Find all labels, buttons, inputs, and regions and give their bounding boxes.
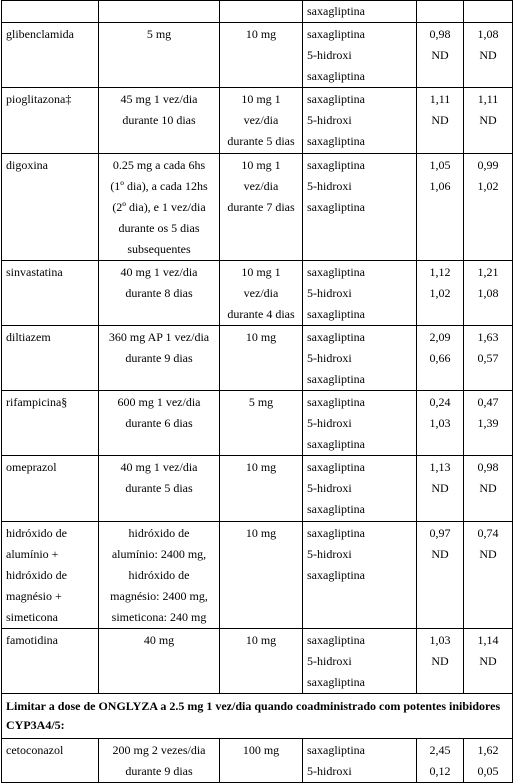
cell-dose-text: durante 5 dias bbox=[125, 481, 193, 495]
cell-dose-text: hidróxido de bbox=[128, 568, 190, 582]
cell-saxa-dose-text: 10 mg bbox=[245, 526, 277, 540]
cell-cmax bbox=[464, 261, 513, 326]
cell-analyte bbox=[303, 1, 417, 23]
cell-cmax bbox=[464, 88, 513, 154]
cell-auc-text: 1,05 bbox=[429, 158, 451, 172]
cell-saxa-dose bbox=[220, 23, 303, 88]
cell-saxa-dose bbox=[220, 1, 303, 23]
cell-dose-text: durante 8 dias bbox=[125, 286, 193, 300]
cell-drug-text: simeticona bbox=[6, 610, 58, 624]
cell-analyte-text: saxagliptina bbox=[307, 633, 365, 647]
cell-analyte-text: saxagliptina bbox=[307, 743, 365, 757]
cell-analyte bbox=[303, 739, 417, 783]
cell-analyte-text: 5-hidroxi bbox=[307, 113, 352, 127]
cell-analyte bbox=[303, 261, 417, 326]
cell-drug bbox=[2, 629, 99, 694]
cell-analyte-text: saxagliptina bbox=[307, 69, 365, 83]
cell-dose-text: hidróxido de bbox=[128, 526, 190, 540]
table-row bbox=[2, 261, 513, 326]
cell-saxa-dose-text: 10 mg bbox=[245, 460, 277, 474]
cell-auc-text: 0,24 bbox=[429, 395, 451, 409]
table-row bbox=[2, 522, 513, 629]
cell-saxa-dose bbox=[220, 154, 303, 261]
cell-saxa-dose-text: vez/dia bbox=[243, 113, 279, 127]
cell-drug-text: alumínio + bbox=[6, 547, 59, 561]
cell-auc-text: 0,12 bbox=[429, 764, 451, 778]
cell-auc bbox=[417, 739, 464, 783]
cell-auc-text: 1,11 bbox=[429, 92, 451, 106]
cell-auc-text: ND bbox=[431, 654, 449, 668]
cell-cmax-text: ND bbox=[479, 48, 497, 62]
cell-auc-text: 1,03 bbox=[429, 633, 451, 647]
cell-drug bbox=[2, 88, 99, 154]
cell-saxa-dose-text: 10 mg bbox=[245, 633, 277, 647]
cell-cmax-text: 1,21 bbox=[477, 265, 499, 279]
cell-cmax bbox=[464, 154, 513, 261]
cell-dose bbox=[99, 1, 220, 23]
analyte-text: saxagliptina bbox=[307, 4, 365, 18]
cell-analyte-text: saxagliptina bbox=[307, 134, 365, 148]
cell-analyte-text: saxagliptina bbox=[307, 460, 365, 474]
cell-auc-text: 1,13 bbox=[429, 460, 451, 474]
cell-dose bbox=[99, 522, 220, 629]
cell-dose-text: 40 mg 1 vez/dia bbox=[120, 265, 198, 279]
cell-dose-text: 40 mg 1 vez/dia bbox=[120, 460, 198, 474]
cell-analyte-text: saxagliptina bbox=[307, 158, 365, 172]
table-row bbox=[2, 391, 513, 456]
cell-cmax-text: 0,05 bbox=[477, 764, 499, 778]
cell-auc bbox=[417, 391, 464, 456]
cell-saxa-dose-text: vez/dia bbox=[243, 179, 279, 193]
cell-analyte-text: saxagliptina bbox=[307, 27, 365, 41]
cell-auc bbox=[417, 456, 464, 522]
cell-cmax-text: ND bbox=[479, 547, 497, 561]
cell-saxa-dose bbox=[220, 456, 303, 522]
cell-dose-text: 40 mg bbox=[143, 633, 175, 647]
cell-saxa-dose-text: vez/dia bbox=[243, 286, 279, 300]
cell-cmax-text: 1,63 bbox=[477, 330, 499, 344]
cell-dose bbox=[99, 326, 220, 391]
cell-drug bbox=[2, 261, 99, 326]
cell-dose-text: 5 mg bbox=[146, 27, 172, 41]
cell-cmax bbox=[464, 23, 513, 88]
drug-interaction-table bbox=[1, 0, 513, 783]
cell-cmax-text: 1,08 bbox=[477, 286, 499, 300]
cell-drug bbox=[2, 1, 99, 23]
cell-drug-text: hidróxido de bbox=[6, 526, 67, 540]
cell-drug-text: pioglitazona‡ bbox=[6, 92, 72, 106]
cell-dose-text: alumínio: 2400 mg, bbox=[111, 547, 207, 561]
cell-analyte-text: saxagliptina bbox=[307, 437, 365, 451]
cell-drug-text: glibenclamida bbox=[6, 27, 74, 41]
cell-cmax-text: 1,39 bbox=[477, 416, 499, 430]
cell-analyte-text: 5-hidroxi bbox=[307, 48, 352, 62]
cell-analyte-text: saxagliptina bbox=[307, 502, 365, 516]
cell-dose-text: (1º dia), a cada 12hs bbox=[110, 179, 208, 193]
cell-dose-text: simeticona: 240 mg bbox=[111, 610, 207, 624]
cell-saxa-dose-text: 10 mg 1 bbox=[241, 265, 281, 279]
cell-auc-text: 2,45 bbox=[429, 743, 451, 757]
cell-cmax bbox=[464, 391, 513, 456]
cell-analyte-text: saxagliptina bbox=[307, 265, 365, 279]
cell-auc bbox=[417, 23, 464, 88]
cell-analyte-text: 5-hidroxi bbox=[307, 654, 352, 668]
cell-drug-text: omeprazol bbox=[6, 460, 57, 474]
cell-analyte-text: saxagliptina bbox=[307, 330, 365, 344]
cell-saxa-dose-text: 10 mg bbox=[245, 27, 277, 41]
cell-analyte-text: saxagliptina bbox=[307, 92, 365, 106]
cell-drug-text: sinvastatina bbox=[6, 265, 63, 279]
cell-dose bbox=[99, 88, 220, 154]
cell-auc-text: 0,98 bbox=[429, 27, 451, 41]
cell-dose-text: 0.25 mg a cada 6hs bbox=[112, 158, 206, 172]
cell-saxa-dose bbox=[220, 88, 303, 154]
cell-dose-text: durante 9 dias bbox=[125, 764, 193, 778]
limit-dose-row bbox=[2, 694, 513, 739]
cell-auc bbox=[417, 522, 464, 629]
cell-dose bbox=[99, 456, 220, 522]
cell-dose-text: magnésio: 2400 mg, bbox=[110, 589, 208, 603]
cell-dose bbox=[99, 261, 220, 326]
cell-cmax bbox=[464, 629, 513, 694]
cell-auc-text: 1,03 bbox=[429, 416, 451, 430]
cell-saxa-dose bbox=[220, 391, 303, 456]
cell-auc-text: ND bbox=[431, 113, 449, 127]
cell-drug bbox=[2, 739, 99, 783]
cell-saxa-dose bbox=[220, 261, 303, 326]
cell-cmax bbox=[464, 326, 513, 391]
cell-drug bbox=[2, 456, 99, 522]
cell-saxa-dose bbox=[220, 739, 303, 783]
cell-dose-text: durante 6 dias bbox=[125, 416, 193, 430]
cell-drug bbox=[2, 391, 99, 456]
cell-saxa-dose bbox=[220, 522, 303, 629]
table-row bbox=[2, 23, 513, 88]
cell-dose bbox=[99, 629, 220, 694]
cell-cmax bbox=[464, 522, 513, 629]
cell-auc-text: 0,66 bbox=[429, 351, 451, 365]
table-row bbox=[2, 629, 513, 694]
cell-auc-text: 0,97 bbox=[429, 526, 451, 540]
cell-dose-text: subsequentes bbox=[127, 242, 191, 256]
cell-cmax-text: 1,11 bbox=[477, 92, 499, 106]
cell-cmax-text: 1,08 bbox=[477, 27, 499, 41]
cell-analyte bbox=[303, 391, 417, 456]
cell-analyte-text: saxagliptina bbox=[307, 395, 365, 409]
cell-analyte-text: 5-hidroxi bbox=[307, 547, 352, 561]
cell-analyte-text: 5-hidroxi bbox=[307, 416, 352, 430]
table-row bbox=[2, 154, 513, 261]
cell-saxa-dose-text: 10 mg 1 bbox=[241, 158, 281, 172]
cell-auc bbox=[417, 326, 464, 391]
cell-cmax-text: 1,62 bbox=[477, 743, 499, 757]
cell-analyte-text: 5-hidroxi bbox=[307, 286, 352, 300]
cell-cmax bbox=[464, 739, 513, 783]
cell-drug bbox=[2, 522, 99, 629]
cell-auc-text: 1,06 bbox=[429, 179, 451, 193]
cell-analyte-text: saxagliptina bbox=[307, 372, 365, 386]
cell-analyte-text: saxagliptina bbox=[307, 307, 365, 321]
limit-dose-note: Limitar a dose de ONGLYZA a 2.5 mg 1 vez/dia quando coadministrado com potentes inibidores CYP3A4/5: bbox=[2, 694, 513, 739]
cell-auc-text: ND bbox=[431, 48, 449, 62]
cell-drug-text: hidróxido de bbox=[6, 568, 67, 582]
cell-cmax bbox=[464, 456, 513, 522]
table-row bbox=[2, 88, 513, 154]
cell-cmax-text: 0,57 bbox=[477, 351, 499, 365]
cell-auc-text: ND bbox=[431, 481, 449, 495]
cell-analyte bbox=[303, 456, 417, 522]
cell-dose-text: 600 mg 1 vez/dia bbox=[117, 395, 201, 409]
cell-cmax-text: 0,47 bbox=[477, 395, 499, 409]
cell-saxa-dose-text: 10 mg bbox=[245, 330, 277, 344]
cell-cmax-text: ND bbox=[479, 481, 497, 495]
cell-drug-text: rifampicina§ bbox=[6, 395, 68, 409]
cell-drug bbox=[2, 23, 99, 88]
table-row-top bbox=[2, 1, 513, 23]
table-row bbox=[2, 326, 513, 391]
cell-drug-text: cetoconazol bbox=[6, 743, 64, 757]
cell-cmax-text: 0,74 bbox=[477, 526, 499, 540]
cell-auc-text: 1,02 bbox=[429, 286, 451, 300]
cell-cmax-text: ND bbox=[479, 654, 497, 668]
cell-analyte bbox=[303, 629, 417, 694]
cell-drug-text: famotidina bbox=[6, 633, 58, 647]
cell-cmax-text: 0,98 bbox=[477, 460, 499, 474]
cell-analyte bbox=[303, 23, 417, 88]
cell-drug-text: diltiazem bbox=[6, 330, 51, 344]
cell-auc-text: 2,09 bbox=[429, 330, 451, 344]
cell-drug bbox=[2, 326, 99, 391]
cell-auc bbox=[417, 1, 464, 23]
cell-analyte bbox=[303, 154, 417, 261]
cell-analyte-text: 5-hidroxi bbox=[307, 481, 352, 495]
cell-saxa-dose-text: 100 mg bbox=[242, 743, 280, 757]
cell-auc-text: ND bbox=[431, 547, 449, 561]
cell-dose-text: 200 mg 2 vezes/dia bbox=[112, 743, 206, 757]
cell-analyte-text: saxagliptina bbox=[307, 200, 365, 214]
cell-dose-text: durante os 5 dias bbox=[118, 221, 200, 235]
cell-cmax-text: 0,99 bbox=[477, 158, 499, 172]
cell-dose bbox=[99, 154, 220, 261]
cell-auc bbox=[417, 88, 464, 154]
cell-dose-text: (2º dia), e 1 vez/dia bbox=[112, 200, 206, 214]
cell-drug-text: magnésio + bbox=[6, 589, 62, 603]
cell-cmax-text: 1,02 bbox=[477, 179, 499, 193]
cell-drug bbox=[2, 154, 99, 261]
cell-cmax-text: ND bbox=[479, 113, 497, 127]
cell-drug-text: digoxina bbox=[6, 158, 48, 172]
cell-auc-text: 1,12 bbox=[429, 265, 451, 279]
cell-dose-text: 45 mg 1 vez/dia bbox=[120, 92, 198, 106]
table-row-last bbox=[2, 739, 513, 783]
cell-analyte-text: saxagliptina bbox=[307, 568, 365, 582]
cell-saxa-dose-text: durante 7 dias bbox=[227, 200, 295, 214]
cell-cmax bbox=[464, 1, 513, 23]
cell-dose-text: durante 10 dias bbox=[122, 113, 196, 127]
table-row bbox=[2, 456, 513, 522]
cell-dose bbox=[99, 739, 220, 783]
cell-analyte-text: saxagliptina bbox=[307, 526, 365, 540]
cell-auc bbox=[417, 261, 464, 326]
cell-saxa-dose bbox=[220, 629, 303, 694]
cell-saxa-dose-text: 5 mg bbox=[248, 395, 274, 409]
cell-dose-text: 360 mg AP 1 vez/dia bbox=[108, 330, 210, 344]
cell-auc bbox=[417, 629, 464, 694]
cell-analyte bbox=[303, 522, 417, 629]
cell-auc bbox=[417, 154, 464, 261]
cell-analyte-text: saxagliptina bbox=[307, 675, 365, 689]
cell-analyte-text: 5-hidroxi bbox=[307, 764, 352, 778]
cell-analyte bbox=[303, 326, 417, 391]
cell-saxa-dose-text: 10 mg 1 bbox=[241, 92, 281, 106]
cell-analyte-text: 5-hidroxi bbox=[307, 179, 352, 193]
cell-saxa-dose-text: durante 4 dias bbox=[227, 307, 295, 321]
cell-dose bbox=[99, 23, 220, 88]
cell-analyte bbox=[303, 88, 417, 154]
cell-analyte-text: 5-hidroxi bbox=[307, 351, 352, 365]
cell-dose bbox=[99, 391, 220, 456]
table-body bbox=[2, 1, 513, 783]
cell-saxa-dose-text: durante 5 dias bbox=[227, 134, 295, 148]
cell-cmax-text: 1,14 bbox=[477, 633, 499, 647]
cell-saxa-dose bbox=[220, 326, 303, 391]
cell-dose-text: durante 9 dias bbox=[125, 351, 193, 365]
